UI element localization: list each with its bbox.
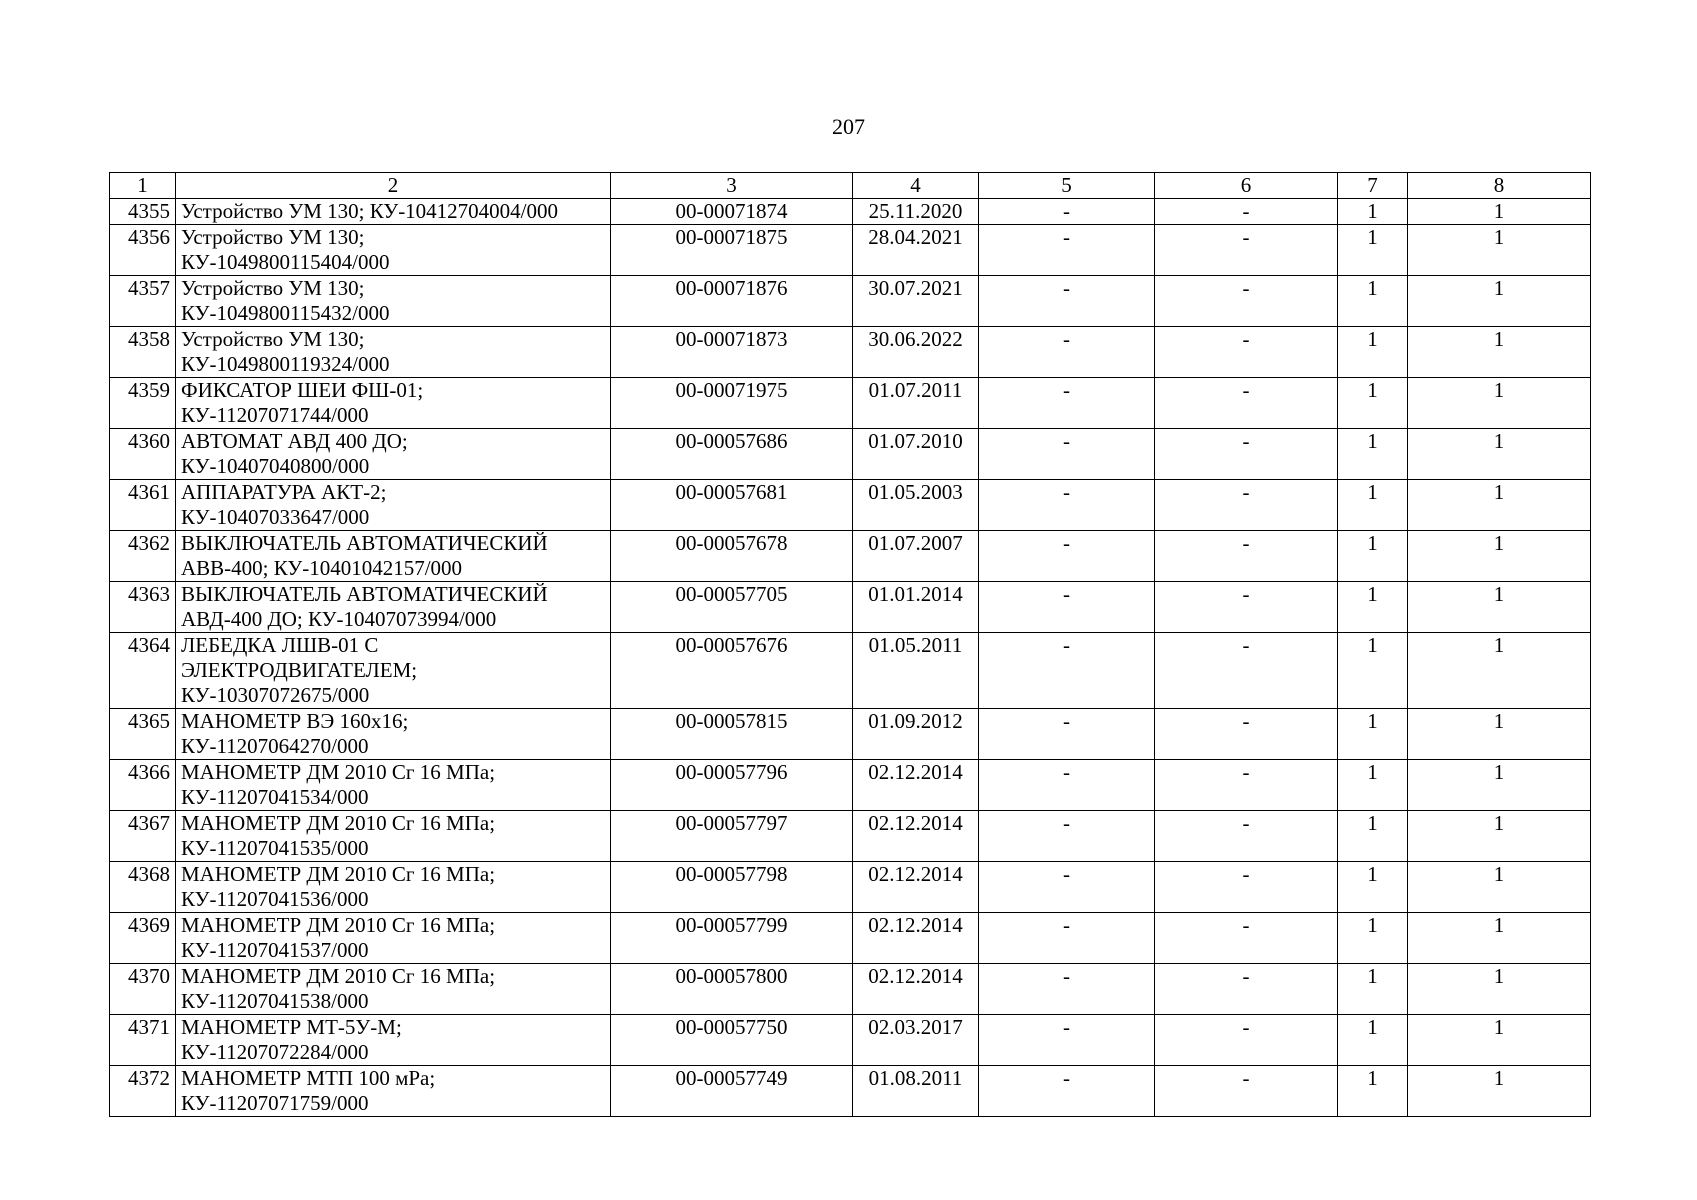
item-name-line: МАНОМЕТР ВЭ 160х16;: [181, 709, 409, 733]
table-row: [110, 811, 1591, 862]
column-8-cell: 1: [1408, 913, 1591, 964]
inventory-code-cell: 00-00057800: [611, 964, 853, 1015]
date-cell: 01.05.2011: [853, 633, 979, 709]
column-8-cell: 1: [1408, 760, 1591, 811]
table-row: [110, 1015, 1591, 1066]
column-header: 7: [1338, 173, 1408, 199]
column-7-cell: 1: [1338, 1015, 1408, 1066]
column-8-cell: 1: [1408, 378, 1591, 429]
item-name-line: Устройство УМ 130;: [181, 225, 365, 249]
table-row: [110, 862, 1591, 913]
column-5-cell: -: [979, 276, 1155, 327]
table-row: [110, 199, 1591, 225]
column-8-cell: 1: [1408, 709, 1591, 760]
column-7-cell: 1: [1338, 760, 1408, 811]
row-number-cell: 4364: [110, 633, 176, 709]
inventory-code-cell: 00-00057798: [611, 862, 853, 913]
column-6-cell: -: [1155, 1066, 1338, 1117]
inventory-code-cell: 00-00057799: [611, 913, 853, 964]
item-name-line: МАНОМЕТР ДМ 2010 Сг 16 МПа;: [181, 913, 496, 937]
row-number-cell: 4356: [110, 225, 176, 276]
inventory-code-cell: 00-00071874: [611, 199, 853, 225]
column-header: 6: [1155, 173, 1338, 199]
column-header: 8: [1408, 173, 1591, 199]
table-row: [110, 480, 1591, 531]
item-name-line: КУ-1049800119324/000: [181, 352, 390, 376]
column-header: 2: [176, 173, 611, 199]
table-row: [110, 327, 1591, 378]
item-name-line: ЭЛЕКТРОДВИГАТЕЛЕМ;: [181, 658, 418, 682]
row-number-cell: 4363: [110, 582, 176, 633]
table-row: [110, 913, 1591, 964]
column-8-cell: 1: [1408, 276, 1591, 327]
inventory-code-cell: 00-00071975: [611, 378, 853, 429]
column-8-cell: 1: [1408, 199, 1591, 225]
row-number-cell: 4360: [110, 429, 176, 480]
column-8-cell: 1: [1408, 327, 1591, 378]
row-number-cell: 4358: [110, 327, 176, 378]
header-row: [110, 173, 1591, 199]
column-8-cell: 1: [1408, 429, 1591, 480]
item-name-cell: [176, 709, 611, 760]
column-6-cell: -: [1155, 582, 1338, 633]
item-name-line: КУ-11207041535/000: [181, 836, 369, 860]
inventory-code-cell: 00-00057796: [611, 760, 853, 811]
item-name-cell: [176, 1015, 611, 1066]
column-5-cell: -: [979, 1015, 1155, 1066]
item-name-line: ЛЕБЕДКА ЛШВ-01 С: [181, 633, 379, 657]
column-6-cell: -: [1155, 862, 1338, 913]
column-5-cell: -: [979, 480, 1155, 531]
item-name-cell: [176, 327, 611, 378]
item-name-line: ВЫКЛЮЧАТЕЛЬ АВТОМАТИЧЕСКИЙ: [181, 531, 548, 555]
item-name-line: КУ-10407033647/000: [181, 505, 370, 529]
item-name-line: КУ-11207071744/000: [181, 403, 369, 427]
row-number-cell: 4362: [110, 531, 176, 582]
item-name-line: ВЫКЛЮЧАТЕЛЬ АВТОМАТИЧЕСКИЙ: [181, 582, 548, 606]
row-number-cell: 4371: [110, 1015, 176, 1066]
item-name-line: КУ-11207041538/000: [181, 989, 369, 1013]
table-row: [110, 378, 1591, 429]
column-5-cell: -: [979, 862, 1155, 913]
column-5-cell: -: [979, 709, 1155, 760]
item-name-cell: [176, 225, 611, 276]
column-7-cell: 1: [1338, 429, 1408, 480]
date-cell: 01.09.2012: [853, 709, 979, 760]
table-row: [110, 276, 1591, 327]
column-8-cell: 1: [1408, 964, 1591, 1015]
table-row: [110, 225, 1591, 276]
column-header: 3: [611, 173, 853, 199]
column-7-cell: 1: [1338, 327, 1408, 378]
column-6-cell: -: [1155, 1015, 1338, 1066]
date-cell: 02.12.2014: [853, 760, 979, 811]
column-8-cell: 1: [1408, 480, 1591, 531]
item-name-line: АППАРАТУРА АКТ-2;: [181, 480, 387, 504]
date-cell: 01.01.2014: [853, 582, 979, 633]
item-name-cell: [176, 633, 611, 709]
column-8-cell: 1: [1408, 633, 1591, 709]
column-6-cell: -: [1155, 964, 1338, 1015]
table-row: [110, 760, 1591, 811]
inventory-code-cell: 00-00057815: [611, 709, 853, 760]
inventory-code-cell: 00-00057676: [611, 633, 853, 709]
column-5-cell: -: [979, 964, 1155, 1015]
column-5-cell: -: [979, 582, 1155, 633]
item-name-cell: [176, 862, 611, 913]
item-name-line: КУ-11207041536/000: [181, 887, 369, 911]
column-7-cell: 1: [1338, 811, 1408, 862]
item-name-cell: [176, 429, 611, 480]
column-6-cell: -: [1155, 429, 1338, 480]
date-cell: 01.08.2011: [853, 1066, 979, 1117]
table-row: [110, 429, 1591, 480]
item-name-line: АВТОМАТ АВД 400 ДО;: [181, 429, 408, 453]
inventory-code-cell: 00-00071875: [611, 225, 853, 276]
column-6-cell: -: [1155, 378, 1338, 429]
item-name-cell: [176, 378, 611, 429]
item-name-cell: [176, 811, 611, 862]
row-number-cell: 4368: [110, 862, 176, 913]
table-row: [110, 633, 1591, 709]
column-6-cell: -: [1155, 276, 1338, 327]
column-header: 5: [979, 173, 1155, 199]
date-cell: 25.11.2020: [853, 199, 979, 225]
column-5-cell: -: [979, 531, 1155, 582]
date-cell: 02.12.2014: [853, 913, 979, 964]
row-number-cell: 4366: [110, 760, 176, 811]
inventory-code-cell: 00-00057749: [611, 1066, 853, 1117]
column-6-cell: -: [1155, 913, 1338, 964]
row-number-cell: 4367: [110, 811, 176, 862]
inventory-code-cell: 00-00057705: [611, 582, 853, 633]
table-row: [110, 531, 1591, 582]
item-name-line: МАНОМЕТР ДМ 2010 Сг 16 МПа;: [181, 811, 496, 835]
inventory-code-cell: 00-00057678: [611, 531, 853, 582]
item-name-line: КУ-11207071759/000: [181, 1091, 369, 1115]
item-name-cell: [176, 199, 611, 225]
date-cell: 01.07.2011: [853, 378, 979, 429]
inventory-code-cell: 00-00057686: [611, 429, 853, 480]
item-name-line: КУ-11207041537/000: [181, 938, 369, 962]
table-body: [110, 199, 1591, 1117]
column-7-cell: 1: [1338, 582, 1408, 633]
column-6-cell: -: [1155, 531, 1338, 582]
date-cell: 02.12.2014: [853, 964, 979, 1015]
row-number-cell: 4355: [110, 199, 176, 225]
row-number-cell: 4357: [110, 276, 176, 327]
column-7-cell: 1: [1338, 276, 1408, 327]
date-cell: 30.07.2021: [853, 276, 979, 327]
inventory-code-cell: 00-00071876: [611, 276, 853, 327]
column-5-cell: -: [979, 1066, 1155, 1117]
item-name-line: КУ-10307072675/000: [181, 683, 370, 707]
column-5-cell: -: [979, 760, 1155, 811]
item-name-line: МАНОМЕТР ДМ 2010 Сг 16 МПа;: [181, 760, 496, 784]
column-6-cell: -: [1155, 760, 1338, 811]
table-row: [110, 709, 1591, 760]
date-cell: 01.07.2010: [853, 429, 979, 480]
column-header: 1: [110, 173, 176, 199]
item-name-line: КУ-11207064270/000: [181, 734, 369, 758]
item-name-line: КУ-11207041534/000: [181, 785, 369, 809]
column-5-cell: -: [979, 429, 1155, 480]
inventory-code-cell: 00-00057681: [611, 480, 853, 531]
item-name-line: КУ-1049800115404/000: [181, 250, 390, 274]
column-7-cell: 1: [1338, 531, 1408, 582]
item-name-line: МАНОМЕТР МТ-5У-М;: [181, 1015, 402, 1039]
page-number: 207: [832, 114, 865, 139]
column-5-cell: -: [979, 378, 1155, 429]
inventory-code-cell: 00-00071873: [611, 327, 853, 378]
item-name-line: МАНОМЕТР МТП 100 мРа;: [181, 1066, 436, 1090]
column-8-cell: 1: [1408, 225, 1591, 276]
item-name-cell: [176, 531, 611, 582]
column-7-cell: 1: [1338, 225, 1408, 276]
date-cell: 01.07.2007: [853, 531, 979, 582]
item-name-line: ФИКСАТОР ШЕИ ФШ-01;: [181, 378, 424, 402]
item-name-line: МАНОМЕТР ДМ 2010 Сг 16 МПа;: [181, 862, 496, 886]
column-8-cell: 1: [1408, 531, 1591, 582]
item-name-cell: [176, 1066, 611, 1117]
inventory-code-cell: 00-00057750: [611, 1015, 853, 1066]
column-6-cell: -: [1155, 811, 1338, 862]
column-7-cell: 1: [1338, 378, 1408, 429]
column-8-cell: 1: [1408, 1015, 1591, 1066]
column-5-cell: -: [979, 633, 1155, 709]
column-header: 4: [853, 173, 979, 199]
column-7-cell: 1: [1338, 913, 1408, 964]
column-6-cell: -: [1155, 709, 1338, 760]
row-number-cell: 4370: [110, 964, 176, 1015]
column-7-cell: 1: [1338, 862, 1408, 913]
column-6-cell: -: [1155, 480, 1338, 531]
column-7-cell: 1: [1338, 1066, 1408, 1117]
item-name-line: КУ-10407040800/000: [181, 454, 370, 478]
column-8-cell: 1: [1408, 811, 1591, 862]
column-7-cell: 1: [1338, 633, 1408, 709]
item-name-cell: [176, 913, 611, 964]
row-number-cell: 4372: [110, 1066, 176, 1117]
column-7-cell: 1: [1338, 480, 1408, 531]
item-name-line: МАНОМЕТР ДМ 2010 Сг 16 МПа;: [181, 964, 496, 988]
inventory-code-cell: 00-00057797: [611, 811, 853, 862]
row-number-cell: 4369: [110, 913, 176, 964]
item-name-cell: [176, 582, 611, 633]
item-name-line: Устройство УМ 130;: [181, 327, 365, 351]
row-number-cell: 4359: [110, 378, 176, 429]
item-name-line: АВД-400 ДО; КУ-10407073994/000: [181, 607, 497, 631]
column-5-cell: -: [979, 225, 1155, 276]
date-cell: 02.12.2014: [853, 862, 979, 913]
column-7-cell: 1: [1338, 709, 1408, 760]
item-name-cell: [176, 276, 611, 327]
column-8-cell: 1: [1408, 1066, 1591, 1117]
column-6-cell: -: [1155, 199, 1338, 225]
column-6-cell: -: [1155, 633, 1338, 709]
date-cell: 30.06.2022: [853, 327, 979, 378]
item-name-line: КУ-11207072284/000: [181, 1040, 369, 1064]
column-7-cell: 1: [1338, 199, 1408, 225]
date-cell: 01.05.2003: [853, 480, 979, 531]
date-cell: 28.04.2021: [853, 225, 979, 276]
column-8-cell: 1: [1408, 582, 1591, 633]
column-5-cell: -: [979, 327, 1155, 378]
column-5-cell: -: [979, 199, 1155, 225]
row-number-cell: 4361: [110, 480, 176, 531]
registry-table: [109, 172, 1591, 1117]
column-5-cell: -: [979, 913, 1155, 964]
date-cell: 02.03.2017: [853, 1015, 979, 1066]
column-7-cell: 1: [1338, 964, 1408, 1015]
item-name-line: Устройство УМ 130;: [181, 276, 365, 300]
item-name-line: КУ-1049800115432/000: [181, 301, 390, 325]
column-6-cell: -: [1155, 327, 1338, 378]
item-name-line: Устройство УМ 130; КУ-10412704004/000: [181, 199, 559, 223]
column-8-cell: 1: [1408, 862, 1591, 913]
item-name-cell: [176, 480, 611, 531]
date-cell: 02.12.2014: [853, 811, 979, 862]
table-row: [110, 582, 1591, 633]
table-row: [110, 1066, 1591, 1117]
item-name-cell: [176, 760, 611, 811]
row-number-cell: 4365: [110, 709, 176, 760]
item-name-cell: [176, 964, 611, 1015]
column-5-cell: -: [979, 811, 1155, 862]
column-6-cell: -: [1155, 225, 1338, 276]
table-row: [110, 964, 1591, 1015]
item-name-line: АВВ-400; КУ-10401042157/000: [181, 556, 463, 580]
